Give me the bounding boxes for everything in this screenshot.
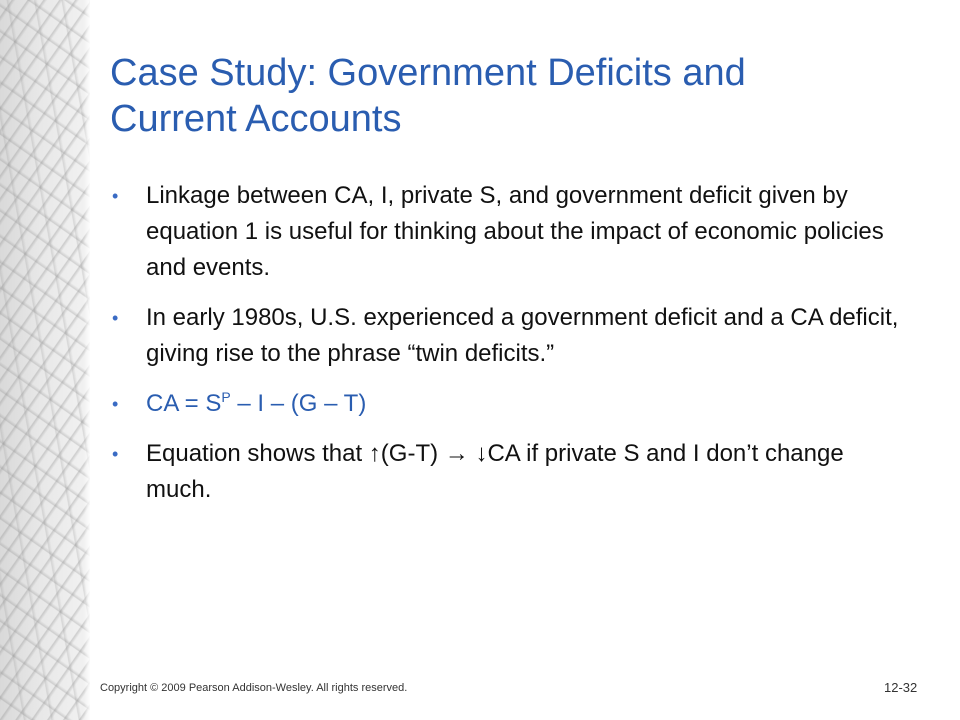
equation-lhs: CA = S [146,390,222,417]
title-line-1: Case Study: Government Deficits and [110,52,746,94]
bullet-text: Equation shows that ↑(G-T) → ↓CA if private S and I don’t change much. [146,440,844,503]
copyright-footer: Copyright © 2009 Pearson Addison-Wesley. All rights reserved. [100,682,408,694]
bullet-item [112,436,912,508]
equation-superscript: P [221,389,231,405]
bullet-item [112,178,912,286]
slide-title [110,50,930,142]
equation-rhs: – I – (G – T) [230,390,367,417]
title-line-2: Current Accounts [110,98,402,140]
bullet-item [112,300,912,372]
bullet-text: Linkage between CA, I, private S, and government deficit given by equation 1 is useful for thinking about the impact of economic policies and events. [146,182,884,281]
bullet-dot-icon: • [112,186,119,206]
marble-background-strip [0,0,90,720]
bullet-dot-icon: • [112,308,119,328]
page-number: 12-32 [884,680,918,695]
bullet-text: In early 1980s, U.S. experienced a government deficit and a CA deficit, giving rise to the phrase “twin deficits.” [146,304,899,367]
bullet-dot-icon: • [112,394,119,414]
bullet-dot-icon: • [112,444,119,464]
bullet-list [112,178,912,522]
bullet-item-equation [112,386,912,422]
